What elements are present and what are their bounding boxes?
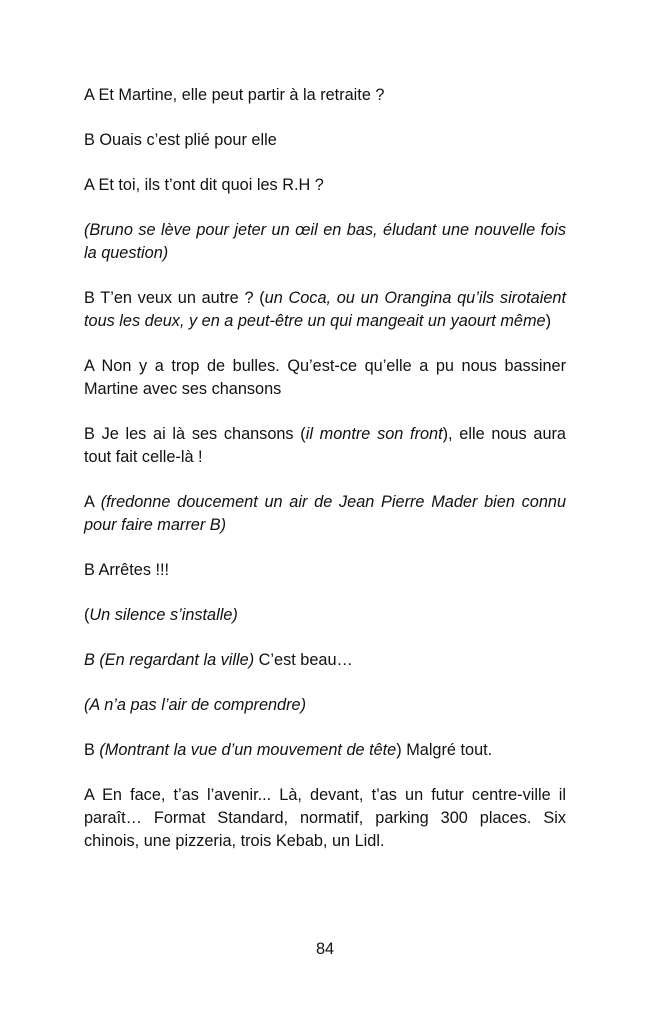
dialogue-paragraph — [84, 355, 566, 401]
dialogue-text: B Arrêtes !!! — [84, 561, 170, 579]
dialogue-paragraph — [84, 423, 566, 469]
dialogue-text: ) Malgré tout. — [396, 741, 493, 759]
dialogue-paragraph — [84, 784, 566, 853]
dialogue-paragraph — [84, 491, 566, 537]
dialogue-text: ) — [545, 312, 551, 330]
stage-direction: (fredonne doucement un air de Jean Pierre Mader bien connu pour faire marrer B) — [84, 493, 567, 534]
dialogue-paragraph — [84, 694, 566, 717]
dialogue-text: B Je les ai là ses chansons ( — [84, 425, 306, 443]
dialogue-text: A Et toi, ils t’ont dit quoi les R.H ? — [84, 176, 324, 194]
dialogue-paragraph — [84, 739, 566, 762]
dialogue-paragraph — [84, 649, 566, 672]
dialogue-text: ), elle nous aura tout fait celle-là ! — [84, 425, 566, 466]
stage-direction: il montre son front — [305, 425, 443, 443]
dialogue-text: A — [84, 493, 101, 511]
page-number: 84 — [315, 940, 335, 958]
dialogue-paragraph — [84, 84, 566, 107]
stage-direction: un Coca, ou un Orangina qu’ils sirotaient tous les deux, y en a peut-être un qui mangeait un yaourt même — [84, 289, 566, 330]
dialogue-paragraph — [84, 559, 566, 582]
page-body — [84, 84, 566, 875]
dialogue-paragraph — [84, 604, 566, 627]
dialogue-text: ( — [84, 606, 90, 624]
stage-direction: B (En regardant la ville) — [84, 651, 255, 669]
stage-direction: (A n’a pas l’air de comprendre) — [84, 696, 307, 714]
dialogue-text: A Et Martine, elle peut partir à la retraite ? — [84, 86, 385, 104]
dialogue-paragraph — [84, 174, 566, 197]
stage-direction: Un silence s’installe) — [89, 606, 238, 624]
dialogue-paragraph — [84, 219, 566, 265]
stage-direction: (Montrant la vue d’un mouvement de tête — [99, 741, 397, 759]
dialogue-paragraph — [84, 129, 566, 152]
dialogue-text: B T’en veux un autre ? ( — [84, 289, 265, 307]
dialogue-text: A En face, t’as l’avenir... Là, devant, t’as un futur centre-ville il paraît… Format Standard, normatif, parking 300 places. Six chinois, une pizzeria, trois Kebab, un Lidl. — [84, 786, 566, 850]
dialogue-text: A Non y a trop de bulles. Qu’est-ce qu’elle a pu nous bassiner Martine avec ses chansons — [84, 357, 566, 398]
dialogue-text: B — [84, 741, 100, 759]
dialogue-text: C’est beau… — [254, 651, 353, 669]
dialogue-text: B Ouais c’est plié pour elle — [84, 131, 277, 149]
stage-direction: (Bruno se lève pour jeter un œil en bas, éludant une nouvelle fois la question) — [84, 221, 566, 262]
dialogue-paragraph — [84, 287, 566, 333]
